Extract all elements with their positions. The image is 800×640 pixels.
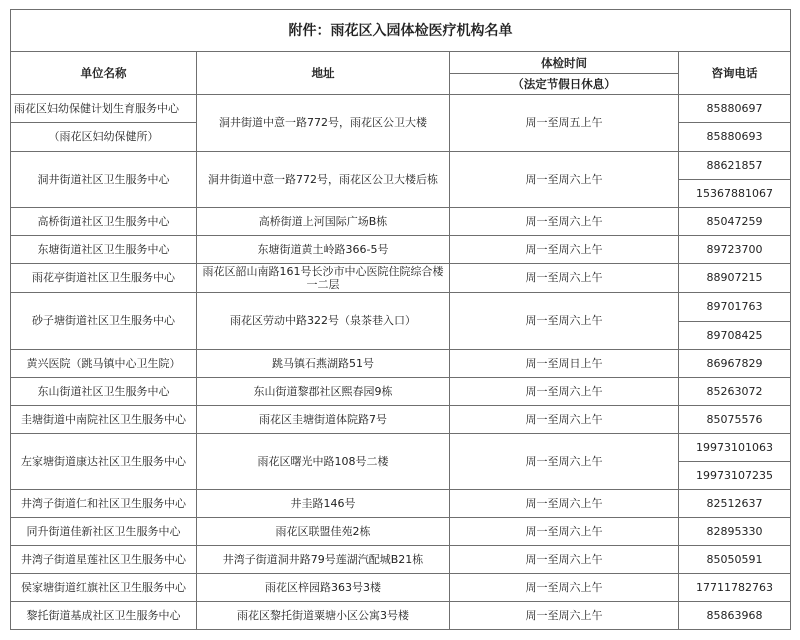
unit-name: 砂子塘街道社区卫生服务中心 — [11, 293, 197, 350]
phone: 85880697 — [679, 95, 791, 123]
table-row — [11, 574, 791, 602]
exam-time: 周一至周六上午 — [450, 378, 679, 406]
phone: 89708425 — [679, 322, 791, 350]
phone: 85050591 — [679, 546, 791, 574]
table-row — [11, 208, 791, 236]
phone: 17711782763 — [679, 574, 791, 602]
clinic-table — [10, 9, 791, 630]
exam-time: 周一至周六上午 — [450, 264, 679, 293]
address: 东山街道黎郡社区熙春园9栋 — [197, 378, 450, 406]
table-row — [11, 546, 791, 574]
unit-name-sub: （雨花区妇幼保健所） — [11, 123, 197, 152]
unit-name: 雨花亭街道社区卫生服务中心 — [11, 264, 197, 293]
unit-name: 洞井街道社区卫生服务中心 — [11, 152, 197, 208]
unit-name: 井湾子街道仁和社区卫生服务中心 — [11, 490, 197, 518]
phone: 19973107235 — [679, 462, 791, 490]
exam-time: 周一至周六上午 — [450, 518, 679, 546]
address: 洞井街道中意一路772号，雨花区公卫大楼 — [197, 95, 450, 152]
address: 井圭路146号 — [197, 490, 450, 518]
table-row — [11, 152, 791, 180]
unit-name: 雨花区妇幼保健计划生育服务中心 — [11, 95, 197, 123]
address: 井湾子街道洞井路79号莲湖汽配城B21栋 — [197, 546, 450, 574]
table-title: 附件：雨花区入园体检医疗机构名单 — [11, 10, 791, 52]
address: 雨花区联盟佳苑2栋 — [197, 518, 450, 546]
phone: 86967829 — [679, 350, 791, 378]
address: 雨花区黎托街道粟塘小区公寓3号楼 — [197, 602, 450, 630]
unit-name: 侯家塘街道红旗社区卫生服务中心 — [11, 574, 197, 602]
table-row — [11, 490, 791, 518]
unit-name: 黄兴医院（跳马镇中心卫生院） — [11, 350, 197, 378]
phone: 88621857 — [679, 152, 791, 180]
phone: 19973101063 — [679, 434, 791, 462]
exam-time: 周一至周五上午 — [450, 95, 679, 152]
unit-name: 黎托街道基成社区卫生服务中心 — [11, 602, 197, 630]
header-exam-time: 体检时间 — [450, 52, 679, 74]
exam-time: 周一至周六上午 — [450, 236, 679, 264]
document-page — [10, 9, 790, 630]
phone: 85880693 — [679, 123, 791, 152]
address: 东塘街道黄土岭路366-5号 — [197, 236, 450, 264]
unit-name: 圭塘街道中南院社区卫生服务中心 — [11, 406, 197, 434]
exam-time: 周一至周六上午 — [450, 152, 679, 208]
exam-time: 周一至周六上午 — [450, 406, 679, 434]
table-row — [11, 350, 791, 378]
phone: 85263072 — [679, 378, 791, 406]
header-unit-name: 单位名称 — [11, 52, 197, 95]
address: 雨花区韶山南路161号长沙市中心医院住院综合楼一二层 — [197, 264, 450, 293]
address: 洞井街道中意一路772号，雨花区公卫大楼后栋 — [197, 152, 450, 208]
header-address: 地址 — [197, 52, 450, 95]
phone: 89701763 — [679, 293, 791, 322]
table-row — [11, 518, 791, 546]
phone: 82895330 — [679, 518, 791, 546]
phone: 85075576 — [679, 406, 791, 434]
exam-time: 周一至周六上午 — [450, 434, 679, 490]
table-row — [11, 378, 791, 406]
exam-time: 周一至周六上午 — [450, 546, 679, 574]
table-row — [11, 236, 791, 264]
phone: 82512637 — [679, 490, 791, 518]
table-row — [11, 602, 791, 630]
address: 跳马镇石燕湖路51号 — [197, 350, 450, 378]
unit-name: 高桥街道社区卫生服务中心 — [11, 208, 197, 236]
exam-time: 周一至周六上午 — [450, 602, 679, 630]
unit-name: 东塘街道社区卫生服务中心 — [11, 236, 197, 264]
table-row — [11, 434, 791, 462]
phone: 15367881067 — [679, 180, 791, 208]
exam-time: 周一至周日上午 — [450, 350, 679, 378]
address: 雨花区梓园路363号3楼 — [197, 574, 450, 602]
unit-name: 东山街道社区卫生服务中心 — [11, 378, 197, 406]
unit-name: 左家塘街道康达社区卫生服务中心 — [11, 434, 197, 490]
exam-time: 周一至周六上午 — [450, 208, 679, 236]
table-row — [11, 264, 791, 293]
title-row — [11, 10, 791, 52]
address: 雨花区曙光中路108号二楼 — [197, 434, 450, 490]
unit-name: 井湾子街道星莲社区卫生服务中心 — [11, 546, 197, 574]
address: 雨花区圭塘街道体院路7号 — [197, 406, 450, 434]
phone: 89723700 — [679, 236, 791, 264]
table-row — [11, 95, 791, 123]
header-phone: 咨询电话 — [679, 52, 791, 95]
phone: 85863968 — [679, 602, 791, 630]
header-time-note: （法定节假日休息） — [450, 74, 679, 95]
phone: 85047259 — [679, 208, 791, 236]
exam-time: 周一至周六上午 — [450, 490, 679, 518]
address: 雨花区劳动中路322号（泉茶巷入口） — [197, 293, 450, 350]
unit-name: 同升街道佳新社区卫生服务中心 — [11, 518, 197, 546]
address: 高桥街道上河国际广场B栋 — [197, 208, 450, 236]
phone: 88907215 — [679, 264, 791, 293]
table-row — [11, 293, 791, 322]
table-row — [11, 406, 791, 434]
exam-time: 周一至周六上午 — [450, 293, 679, 350]
exam-time: 周一至周六上午 — [450, 574, 679, 602]
header-row — [11, 52, 791, 74]
